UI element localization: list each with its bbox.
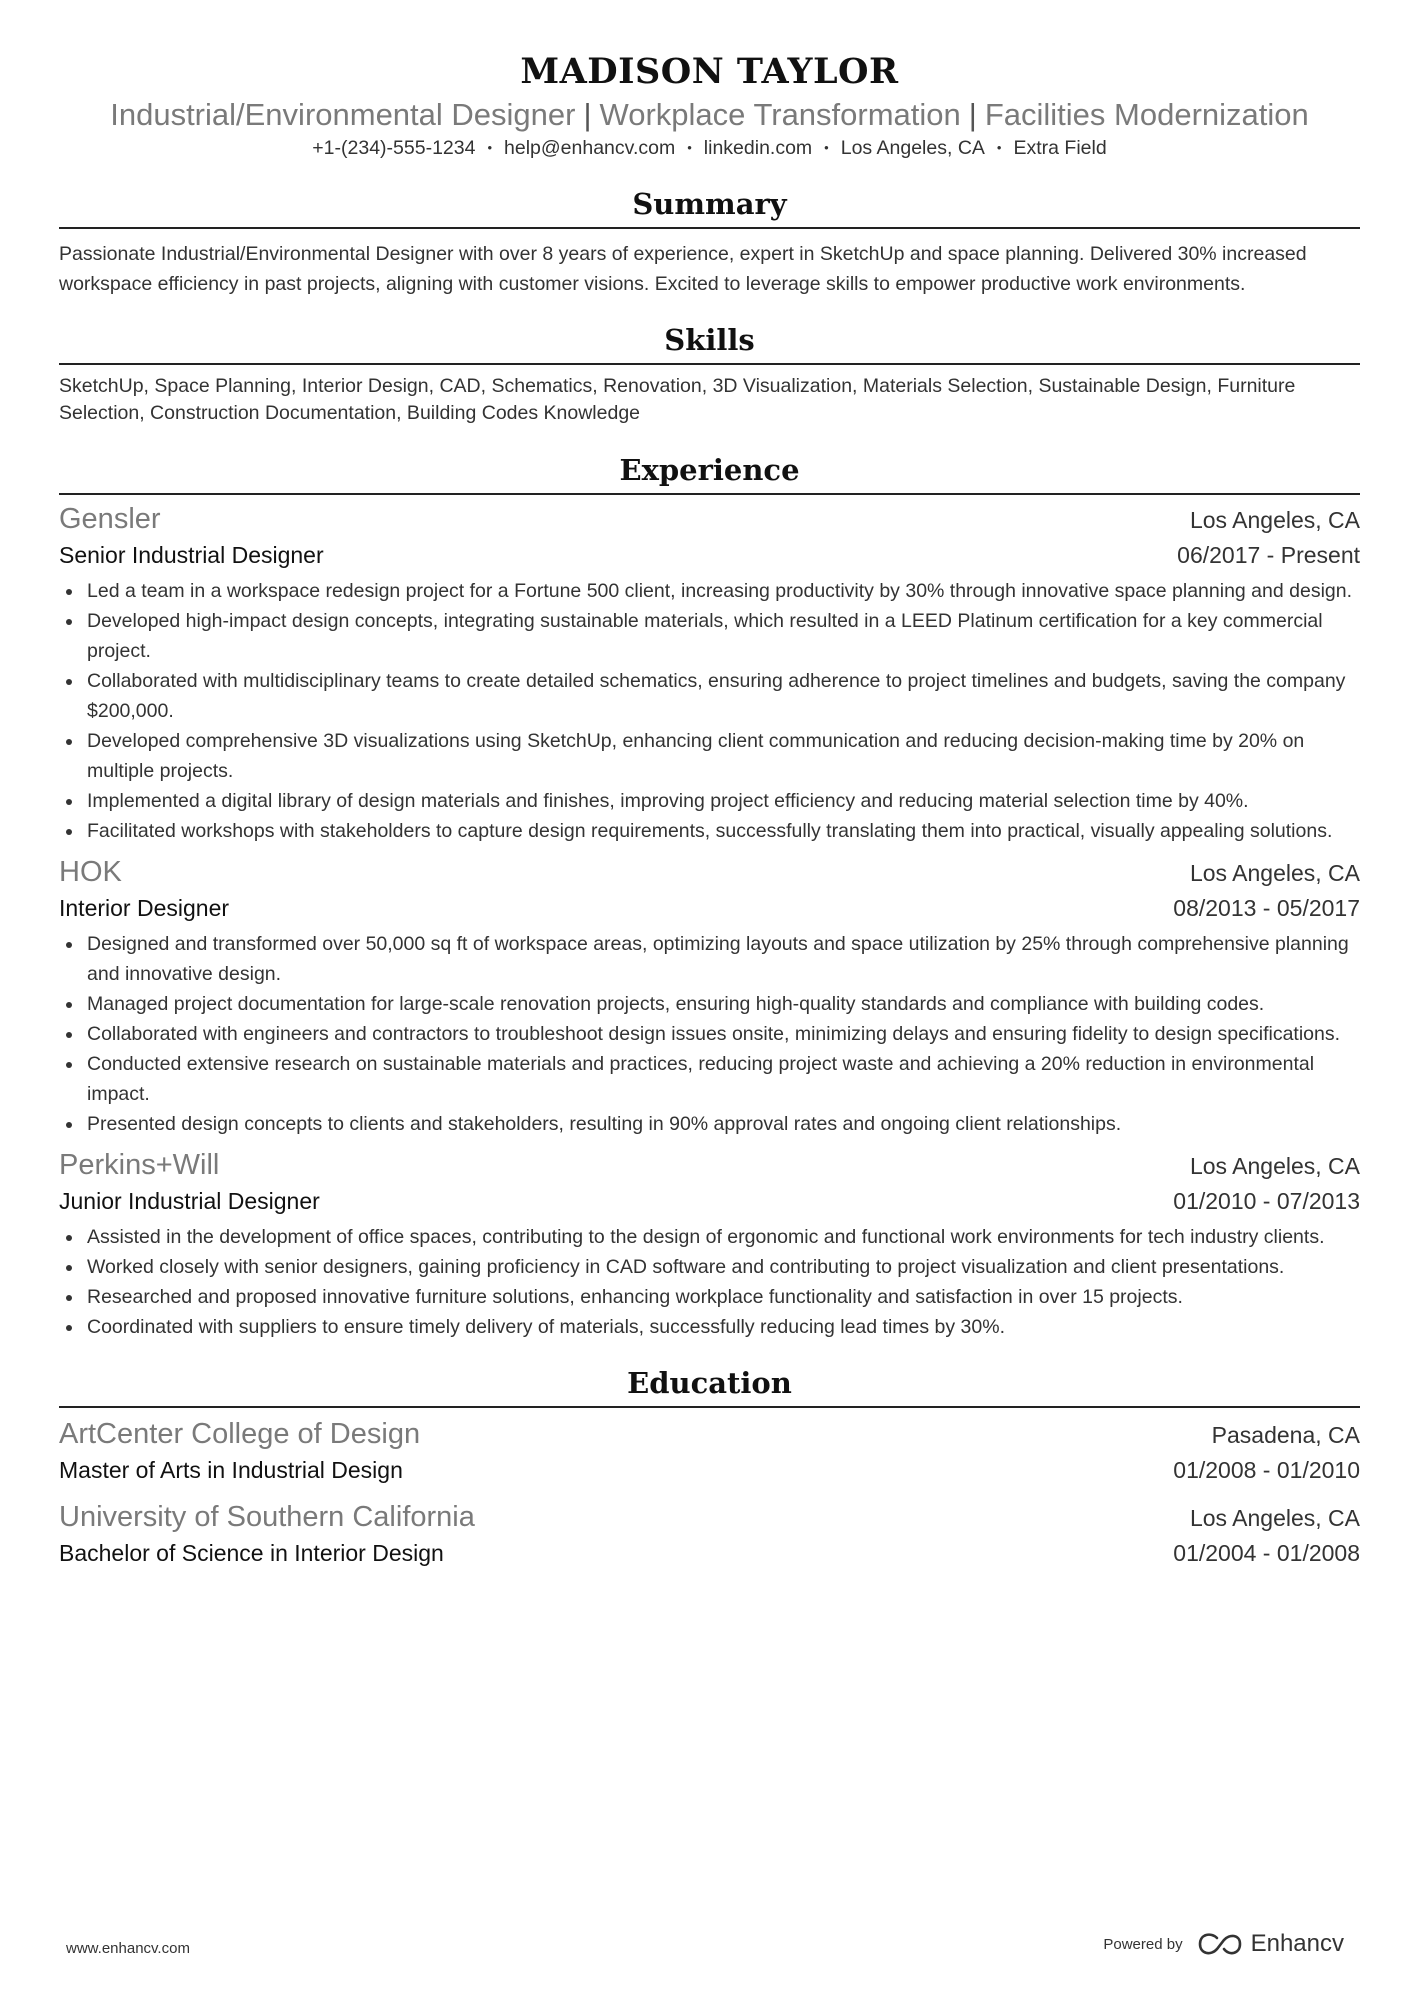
education-heading: Education [59, 1364, 1360, 1408]
school-location: Pasadena, CA [1211, 1422, 1360, 1448]
contact-separator: • [487, 140, 493, 155]
experience-heading: Experience [59, 451, 1360, 495]
skills-text: SketchUp, Space Planning, Interior Design, CAD, Schematics, Renovation, 3D Visualization, Materials Selection, Sustainable Design, Furniture Selection, Construction Documentation, Building Codes Knowledge [59, 375, 1296, 424]
summary-heading: Summary [59, 185, 1360, 229]
job-location: Los Angeles, CA [1189, 860, 1360, 886]
contact-email[interactable]: help@enhancv.com [504, 137, 676, 159]
school-name: University of Southern California [59, 1501, 475, 1533]
skills-heading: Skills [59, 321, 1360, 365]
job-bullet: Conducted extensive research on sustainable materials and practices, reducing project waste and achieving a 20% reduction in environmental impact. [59, 1049, 1360, 1109]
degree: Master of Arts in Industrial Design [59, 1457, 403, 1483]
job-title: Junior Industrial Designer [59, 1188, 320, 1214]
job-bullet: Presented design concepts to clients and stakeholders, resulting in 90% approval rates and ongoing client relationships. [59, 1109, 1360, 1139]
job-bullet: Implemented a digital library of design materials and finishes, improving project efficiency and reducing material selection time by 40%. [59, 786, 1360, 816]
school-location: Los Angeles, CA [1189, 1505, 1360, 1531]
contact-separator: • [996, 140, 1002, 155]
job-bullet: Collaborated with engineers and contractors to troubleshoot design issues onsite, minimizing delays and ensuring fidelity to design specifications. [59, 1019, 1360, 1049]
job-bullets [59, 576, 1360, 846]
enhancv-brand[interactable] [1197, 1930, 1344, 1958]
headline-separator: | [583, 97, 592, 132]
job-bullet: Developed comprehensive 3D visualizations using SketchUp, enhancing client communication and reducing decision-making time by 20% on multiple projects. [59, 726, 1360, 786]
candidate-name: MADISON TAYLOR [520, 51, 899, 92]
resume-page [59, 0, 1360, 1570]
education-entry [59, 1416, 1360, 1487]
job-bullet: Collaborated with multidisciplinary teams to create detailed schematics, ensuring adherence to project timelines and budgets, saving the company $200,000. [59, 666, 1360, 726]
brand-name: Enhancv [1250, 1930, 1344, 1957]
contact-extra: Extra Field [1013, 137, 1107, 159]
job-bullets [59, 1222, 1360, 1342]
company-name: HOK [59, 856, 122, 888]
job-dates: 08/2013 - 05/2017 [1173, 895, 1360, 921]
job-dates: 01/2010 - 07/2013 [1173, 1188, 1360, 1214]
education-dates: 01/2004 - 01/2008 [1173, 1540, 1360, 1566]
enhancv-logo-icon [1197, 1932, 1243, 1956]
contact-linkedin[interactable]: linkedin.com [703, 137, 813, 159]
school-name: ArtCenter College of Design [59, 1418, 421, 1450]
job-bullet: Assisted in the development of office spaces, contributing to the design of ergonomic and functional work environments for tech industry clients. [59, 1222, 1360, 1252]
experience-entry [59, 501, 1360, 846]
job-bullet: Researched and proposed innovative furniture solutions, enhancing workplace functionality and satisfaction in over 15 projects. [59, 1282, 1360, 1312]
summary-text: Passionate Industrial/Environmental Designer with over 8 years of experience, expert in SketchUp and space planning. Delivered 30% increased workspace efficiency in past projects, aligning with customer visions. Excited to leverage skills to empower productive work environments. [59, 243, 1307, 295]
headline-part: Industrial/Environmental Designer [110, 97, 576, 132]
job-bullet: Facilitated workshops with stakeholders to capture design requirements, successfully translating them into practical, visually appealing solutions. [59, 816, 1360, 846]
contact-location: Los Angeles, CA [840, 137, 985, 159]
contact-phone[interactable]: +1-(234)-555-1234 [312, 137, 476, 159]
job-location: Los Angeles, CA [1189, 1153, 1360, 1179]
job-bullets [59, 929, 1360, 1139]
job-dates: 06/2017 - Present [1177, 542, 1360, 568]
job-bullet: Designed and transformed over 50,000 sq ft of workspace areas, optimizing layouts and space utilization by 25% through comprehensive planning and innovative design. [59, 929, 1360, 989]
headline-separator: | [968, 97, 977, 132]
company-name: Perkins+Will [59, 1149, 220, 1181]
job-bullet: Managed project documentation for large-scale renovation projects, ensuring high-quality standards and compliance with building codes. [59, 989, 1360, 1019]
job-title: Senior Industrial Designer [59, 542, 324, 568]
job-bullet: Led a team in a workspace redesign project for a Fortune 500 client, increasing productivity by 30% through innovative space planning and design. [59, 576, 1360, 606]
job-location: Los Angeles, CA [1189, 507, 1360, 533]
experience-entry [59, 1147, 1360, 1342]
company-name: Gensler [59, 503, 161, 535]
degree: Bachelor of Science in Interior Design [59, 1540, 444, 1566]
powered-by-label: Powered by [1103, 1935, 1183, 1953]
experience-entry [59, 854, 1360, 1139]
job-bullet: Developed high-impact design concepts, integrating sustainable materials, which resulted in a LEED Platinum certification for a key commercial project. [59, 606, 1360, 666]
contact-line [59, 135, 1360, 163]
education-entry [59, 1499, 1360, 1570]
headline-part: Facilities Modernization [984, 97, 1309, 132]
headline-part: Workplace Transformation [599, 97, 961, 132]
footer-website[interactable]: www.enhancv.com [66, 1940, 190, 1957]
contact-separator: • [824, 140, 829, 155]
education-dates: 01/2008 - 01/2010 [1173, 1457, 1360, 1483]
job-bullet: Worked closely with senior designers, gaining proficiency in CAD software and contributing to project visualization and client presentations. [59, 1252, 1360, 1282]
job-title: Interior Designer [59, 895, 230, 921]
headline [59, 97, 1360, 133]
contact-separator: • [687, 140, 692, 155]
job-bullet: Coordinated with suppliers to ensure timely delivery of materials, successfully reducing lead times by 30%. [59, 1312, 1360, 1342]
footer-branding [1103, 1930, 1344, 1958]
